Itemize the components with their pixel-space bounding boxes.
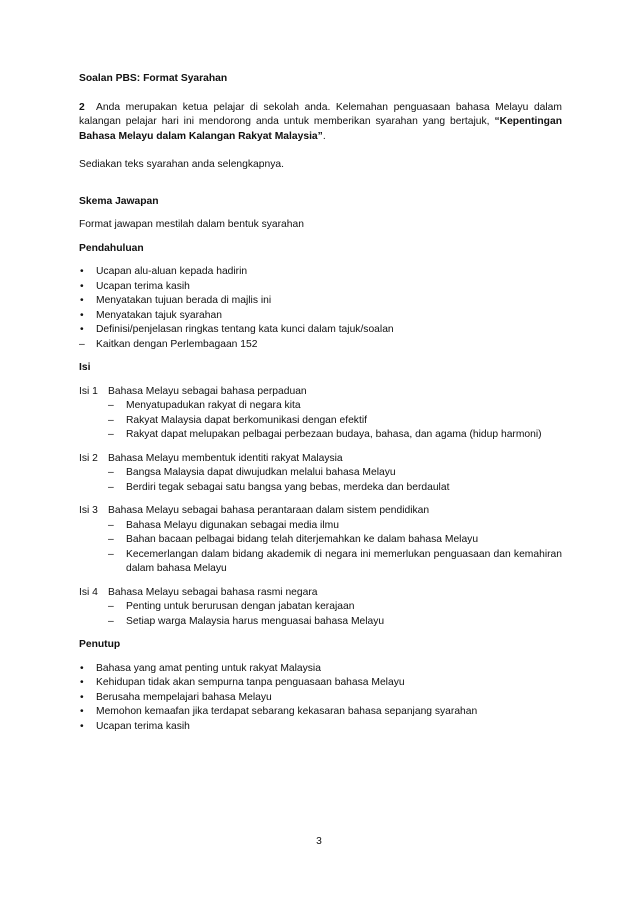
list-item: – Berdiri tegak sebagai satu bangsa yang bebas, merdeka dan berdaulat — [108, 481, 562, 496]
isi-block-4 — [79, 586, 562, 630]
skema-heading: Skema Jawapan — [79, 195, 159, 207]
list-item: • Bahasa yang amat penting untuk rakyat Malaysia — [79, 662, 562, 677]
isi-label: Isi 4 — [79, 586, 98, 598]
question-text: Anda merupakan ketua pelajar di sekolah anda. Kelemahan penguasaan bahasa Melayu dalam kalangan pelajar hari ini mendorong anda untuk memberikan syarahan yang bertajuk, — [79, 101, 562, 127]
question-number: 2 — [79, 101, 85, 113]
question-end: . — [322, 130, 326, 142]
list-item: • Ucapan alu-aluan kepada hadirin — [79, 265, 562, 280]
isi-block-3 — [79, 504, 562, 577]
list-item: – Bahasa Melayu digunakan sebagai media ilmu — [108, 519, 562, 534]
list-item: – Penting untuk berurusan dengan jabatan kerajaan — [108, 600, 562, 615]
list-item: – Bahan bacaan pelbagai bidang telah diterjemahkan ke dalam bahasa Melayu — [108, 533, 562, 548]
list-item: • Definisi/penjelasan ringkas tentang kata kunci dalam tajuk/soalan — [79, 323, 562, 338]
list-item: • Kehidupan tidak akan sempurna tanpa penguasaan bahasa Melayu — [79, 676, 562, 691]
list-item: • Ucapan terima kasih — [79, 280, 562, 295]
pendahuluan-heading: Pendahuluan — [79, 242, 144, 254]
pendahuluan-list — [79, 265, 562, 338]
isi-block-1 — [79, 385, 562, 443]
list-item: – Rakyat dapat melupakan pelbagai perbezaan budaya, bahasa, dan agama (hidup harmoni) — [108, 428, 562, 443]
isi-heading: Isi — [79, 362, 91, 373]
list-item: – Setiap warga Malaysia harus menguasai bahasa Melayu — [108, 615, 562, 630]
list-item: • Menyatakan tajuk syarahan — [79, 309, 562, 324]
list-item: • Ucapan terima kasih — [79, 720, 562, 735]
isi-label: Isi 2 — [79, 452, 98, 464]
isi-title: Bahasa Melayu membentuk identiti rakyat Malaysia — [108, 452, 343, 464]
instruction-text: Sediakan teks syarahan anda selengkapnya. — [79, 159, 284, 170]
list-item: – Rakyat Malaysia dapat berkomunikasi dengan efektif — [108, 414, 562, 429]
list-item: • Menyatakan tujuan berada di majlis ini — [79, 294, 562, 309]
isi-label: Isi 3 — [79, 505, 98, 516]
pendahuluan-sub-list — [79, 338, 562, 353]
isi-title: Bahasa Melayu sebagai bahasa rasmi negara — [108, 586, 318, 598]
isi-label: Isi 1 — [79, 385, 98, 397]
document-title: Soalan PBS: Format Syarahan — [79, 73, 228, 84]
penutup-list — [79, 662, 562, 735]
list-item: – Kaitkan dengan Perlembagaan 152 — [79, 338, 562, 353]
penutup-heading: Penutup — [79, 639, 121, 650]
list-item: – Kecemerlangan dalam bidang akademik di negara ini memerlukan penguasaan dan kemahiran dalam bahasa Melayu — [108, 548, 562, 577]
question-paragraph — [79, 101, 562, 145]
list-item: • Berusaha mempelajari bahasa Melayu — [79, 691, 562, 706]
page-number: 3 — [316, 836, 322, 847]
list-item: – Menyatupadukan rakyat di negara kita — [108, 399, 562, 414]
document-page — [79, 72, 562, 734]
list-item: • Memohon kemaafan jika terdapat sebarang kekasaran bahasa sepanjang syarahan — [79, 705, 562, 720]
isi-title: Bahasa Melayu sebagai bahasa perantaraan dalam sistem pendidikan — [108, 505, 430, 516]
list-item: – Bangsa Malaysia dapat diwujudkan melalui bahasa Melayu — [108, 466, 562, 481]
format-note: Format jawapan mestilah dalam bentuk syarahan — [79, 219, 304, 230]
question-topic: “Kepentingan Bahasa Melayu dalam Kalangan Rakyat Malaysia” — [79, 116, 562, 142]
isi-block-2 — [79, 452, 562, 496]
isi-title: Bahasa Melayu sebagai bahasa perpaduan — [108, 385, 307, 397]
